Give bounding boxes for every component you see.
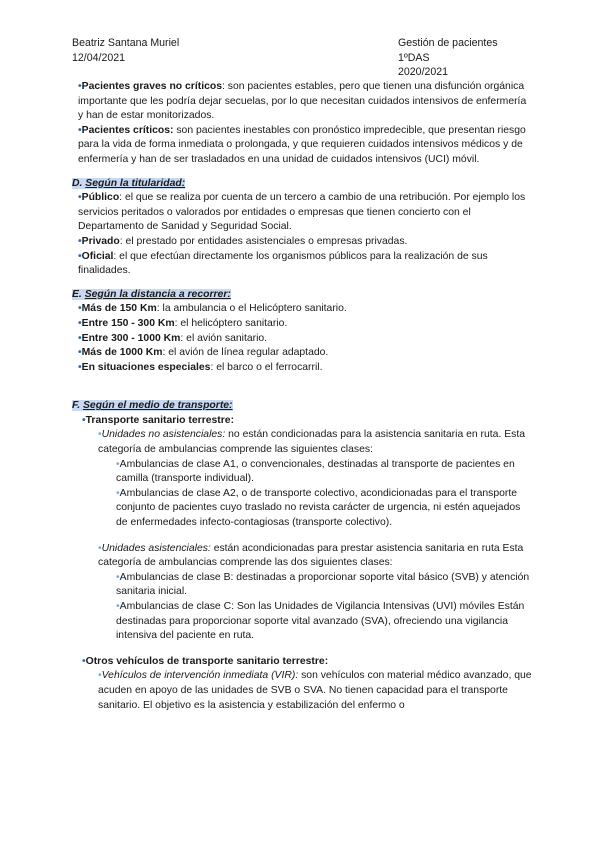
list-item: •Público: el que se realiza por cuenta de un tercero a cambio de una retribución. Por ejemplo los servicios peritados o valorados por entidades o empresas que tienen concierto con el Departamento de Sanidad y Seguridad Social. xyxy=(78,192,526,233)
list-item: •Más de 1000 Km: el avión de línea regular adaptado. xyxy=(78,347,329,359)
list-item: •Más de 150 Km: la ambulancia o el Helicóptero sanitario. xyxy=(78,303,347,315)
subject-title: Gestión de pacientes xyxy=(398,37,498,49)
bullet-icon: • xyxy=(116,571,120,583)
bullet-icon: • xyxy=(78,347,82,359)
sub-list-item: •Unidades asistenciales: están acondicionadas para prestar asistencia sanitaria en ruta Esta categoría de ambulancias comprende las dos siguientes clases: xyxy=(98,542,524,569)
list-item: •Otros vehículos de transporte sanitario terrestre: xyxy=(82,655,329,667)
bullet-icon: • xyxy=(82,414,86,426)
sub-list-item: •Unidades no asistenciales: no están condicionadas para la asistencia sanitaria en ruta. Esta categoría de ambulancias comprende las siguientes clases: xyxy=(98,429,526,456)
sub-sub-list-item: •Ambulancias de clase C: Son las Unidades de Vigilancia Intensivas (UVI) móviles Están destinadas para proporcionar soporte vital avanzado (SVA), ofreciendo una vigilancia intensiva del paciente en ruta. xyxy=(116,601,525,642)
sub-sub-list-item: •Ambulancias de clase B: destinadas a proporcionar soporte vital básico (SVB) y atención sanitaria inicial. xyxy=(116,571,530,598)
school-year: 2020/2021 xyxy=(398,66,449,78)
bullet-icon: • xyxy=(82,655,86,667)
bullet-icon: • xyxy=(116,601,120,612)
bullet-icon: • xyxy=(78,361,82,373)
list-item: •Oficial: el que efectúan directamente los organismos públicos para la realización de sus finalidades. xyxy=(78,250,488,277)
bullet-icon: • xyxy=(98,542,102,554)
sub-list-item: •Vehículos de intervención inmediata (VIR): son vehículos con material médico avanzado, que acuden en apoyo de las unidades de SVB o SVA. No tienen capacidad para el transporte sanitario. El objetivo es la asistencia y estabilización del enfermo o xyxy=(98,670,532,711)
list-item: •Privado: el prestado por entidades asistenciales o empresas privadas. xyxy=(78,235,408,247)
bullet-icon: • xyxy=(78,332,82,344)
bullet-icon: • xyxy=(98,429,102,441)
bullet-icon: • xyxy=(78,250,82,262)
document-date: 12/04/2021 xyxy=(72,51,126,64)
section-heading-f: F. Según el medio de transporte: xyxy=(72,400,233,412)
sub-sub-list-item: •Ambulancias de clase A2, o de transporte colectivo, acondicionadas para el transporte conjunto de pacientes cuyo traslado no revista carácter de urgencia, ni estén aquejados de enfermedades infecto-contagiosas (transporte colectivo). xyxy=(116,487,521,529)
course-label: 1ºDAS xyxy=(398,51,430,64)
section-heading-e: E. Según la distancia a recorrer: xyxy=(72,288,231,300)
bullet-icon: • xyxy=(78,192,82,204)
sub-sub-list-item: •Ambulancias de clase A1, o convencionales, destinadas al transporte de pacientes en camilla (transporte individual). xyxy=(116,458,515,485)
list-item: •Transporte sanitario terrestre: xyxy=(82,414,235,426)
bullet-icon: • xyxy=(78,81,82,92)
author-name: Beatriz Santana Muriel xyxy=(72,37,180,49)
section-heading-d: D. Según la titularidad: xyxy=(72,177,186,189)
document-body xyxy=(72,80,532,713)
bullet-icon: • xyxy=(78,235,82,247)
list-item: •Entre 150 - 300 Km: el helicóptero sanitario. xyxy=(78,317,288,329)
bullet-icon: • xyxy=(78,303,82,315)
list-item: •Pacientes críticos: son pacientes inestables con pronóstico impredecible, que presentan riesgo para la vida de forma inmediata o prolongada, y que requieren cuidados intensivos médicos y de enfermería y han de ser trasladados en una unidad de cuidados intensivos (UCI) móvil. xyxy=(78,124,526,165)
list-item: •En situaciones especiales: el barco o el ferrocarril. xyxy=(78,361,323,373)
bullet-icon: • xyxy=(116,487,120,499)
header-right xyxy=(398,36,498,80)
list-item: •Entre 300 - 1000 Km: el avión sanitario. xyxy=(78,332,268,344)
bullet-icon: • xyxy=(78,317,82,329)
bullet-icon: • xyxy=(98,670,102,682)
header-left xyxy=(72,36,179,65)
list-item: •Pacientes graves no críticos: son pacientes estables, pero que tienen una disfunción orgánica importante que les podría dejar secuelas, por lo que necesitan cuidados intensivos de enfermería y han de estar monitorizados. xyxy=(78,81,527,122)
bullet-icon: • xyxy=(116,458,120,470)
bullet-icon: • xyxy=(78,124,82,136)
